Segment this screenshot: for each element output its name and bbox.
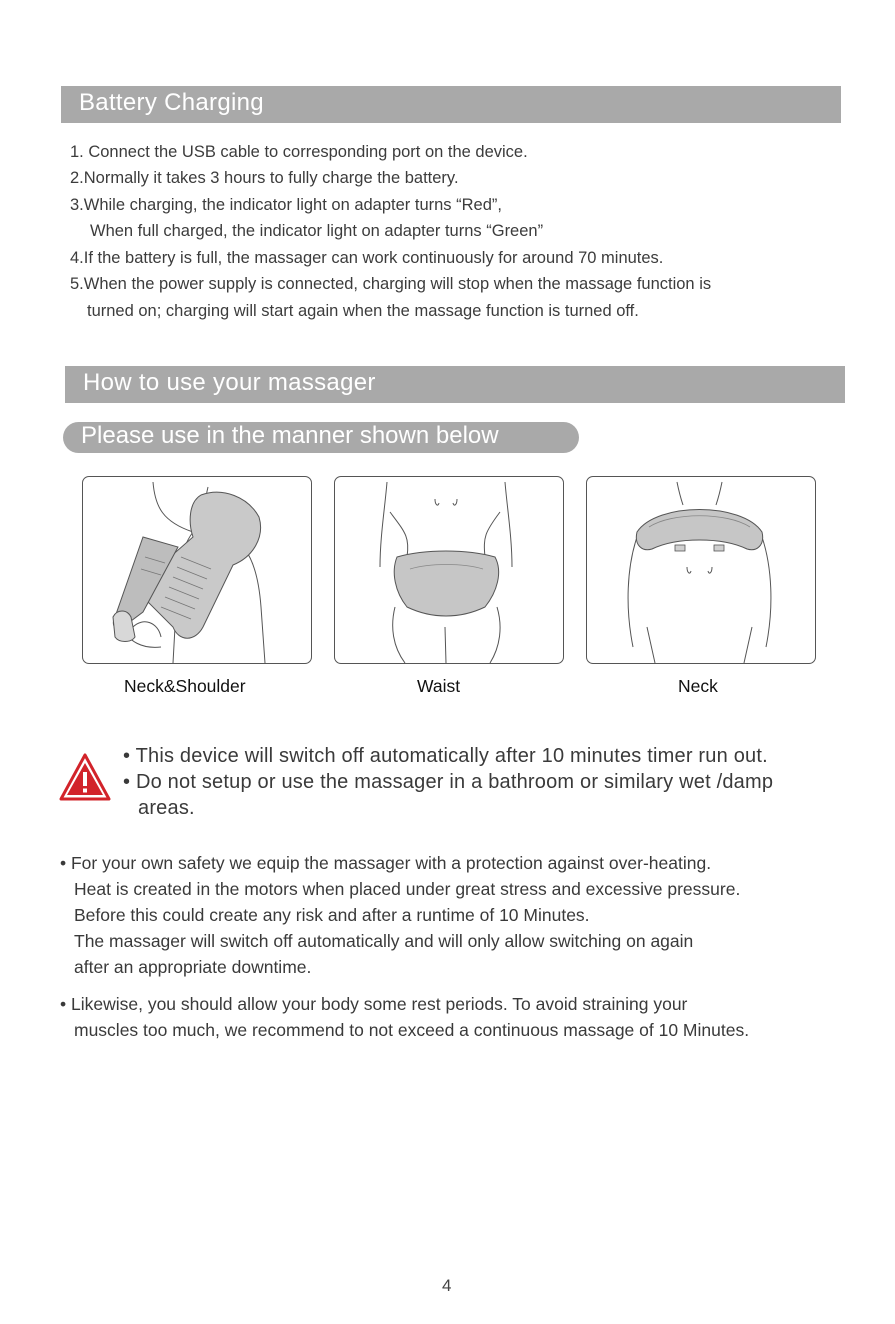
warning-line-2: • Do not setup or use the massager in a bathroom or similary wet /damp: [123, 771, 774, 793]
safety-line-4: The massager will switch off automatically and will only allow switching on again: [74, 931, 694, 951]
battery-line-6: 5.When the power supply is connected, charging will stop when the massage function is: [70, 275, 712, 293]
battery-line-5: 4.If the battery is full, the massager can work continuously for around 70 minutes.: [70, 249, 664, 267]
how-to-use-heading-bar: [65, 366, 845, 403]
safety-line-1: • For your own safety we equip the massager with a protection against over-heating.: [60, 853, 712, 873]
battery-line-2: 2.Normally it takes 3 hours to fully charge the battery.: [70, 169, 459, 187]
battery-charging-heading-bar: [61, 86, 841, 123]
safety-line-5: after an appropriate downtime.: [74, 957, 312, 977]
caption-neck: Neck: [678, 676, 718, 696]
battery-charging-heading: Battery Charging: [79, 89, 264, 116]
safety-line-7: muscles too much, we recommend to not exceed a continuous massage of 10 Minutes.: [74, 1020, 750, 1040]
warning-line-1: • This device will switch off automatically after 10 minutes timer run out.: [123, 745, 768, 767]
warning-triangle-icon: [58, 752, 112, 802]
safety-line-3: Before this could create any risk and after a runtime of 10 Minutes.: [74, 905, 590, 925]
usage-subheading: Please use in the manner shown below: [81, 422, 499, 449]
page-number: 4: [442, 1276, 452, 1295]
safety-line-6: • Likewise, you should allow your body some rest periods. To avoid straining your: [60, 994, 688, 1014]
usage-subheading-pill: [63, 422, 579, 453]
how-to-use-heading: How to use your massager: [83, 369, 376, 396]
battery-line-7: turned on; charging will start again when the massage function is turned off.: [87, 302, 639, 320]
battery-line-1: 1. Connect the USB cable to corresponding port on the device.: [70, 143, 528, 161]
caption-neck-shoulder: Neck&Shoulder: [124, 676, 246, 696]
neck-illustration: [586, 476, 816, 664]
safety-line-2: Heat is created in the motors when placed under great stress and excessive pressure.: [74, 879, 741, 899]
waist-illustration: [334, 476, 564, 664]
caption-waist: Waist: [417, 676, 461, 696]
warning-line-3: areas.: [138, 797, 195, 819]
battery-line-4: When full charged, the indicator light on adapter turns “Green”: [90, 222, 544, 240]
neck-shoulder-illustration: [82, 476, 312, 664]
battery-line-3: 3.While charging, the indicator light on adapter turns “Red”,: [70, 196, 502, 214]
